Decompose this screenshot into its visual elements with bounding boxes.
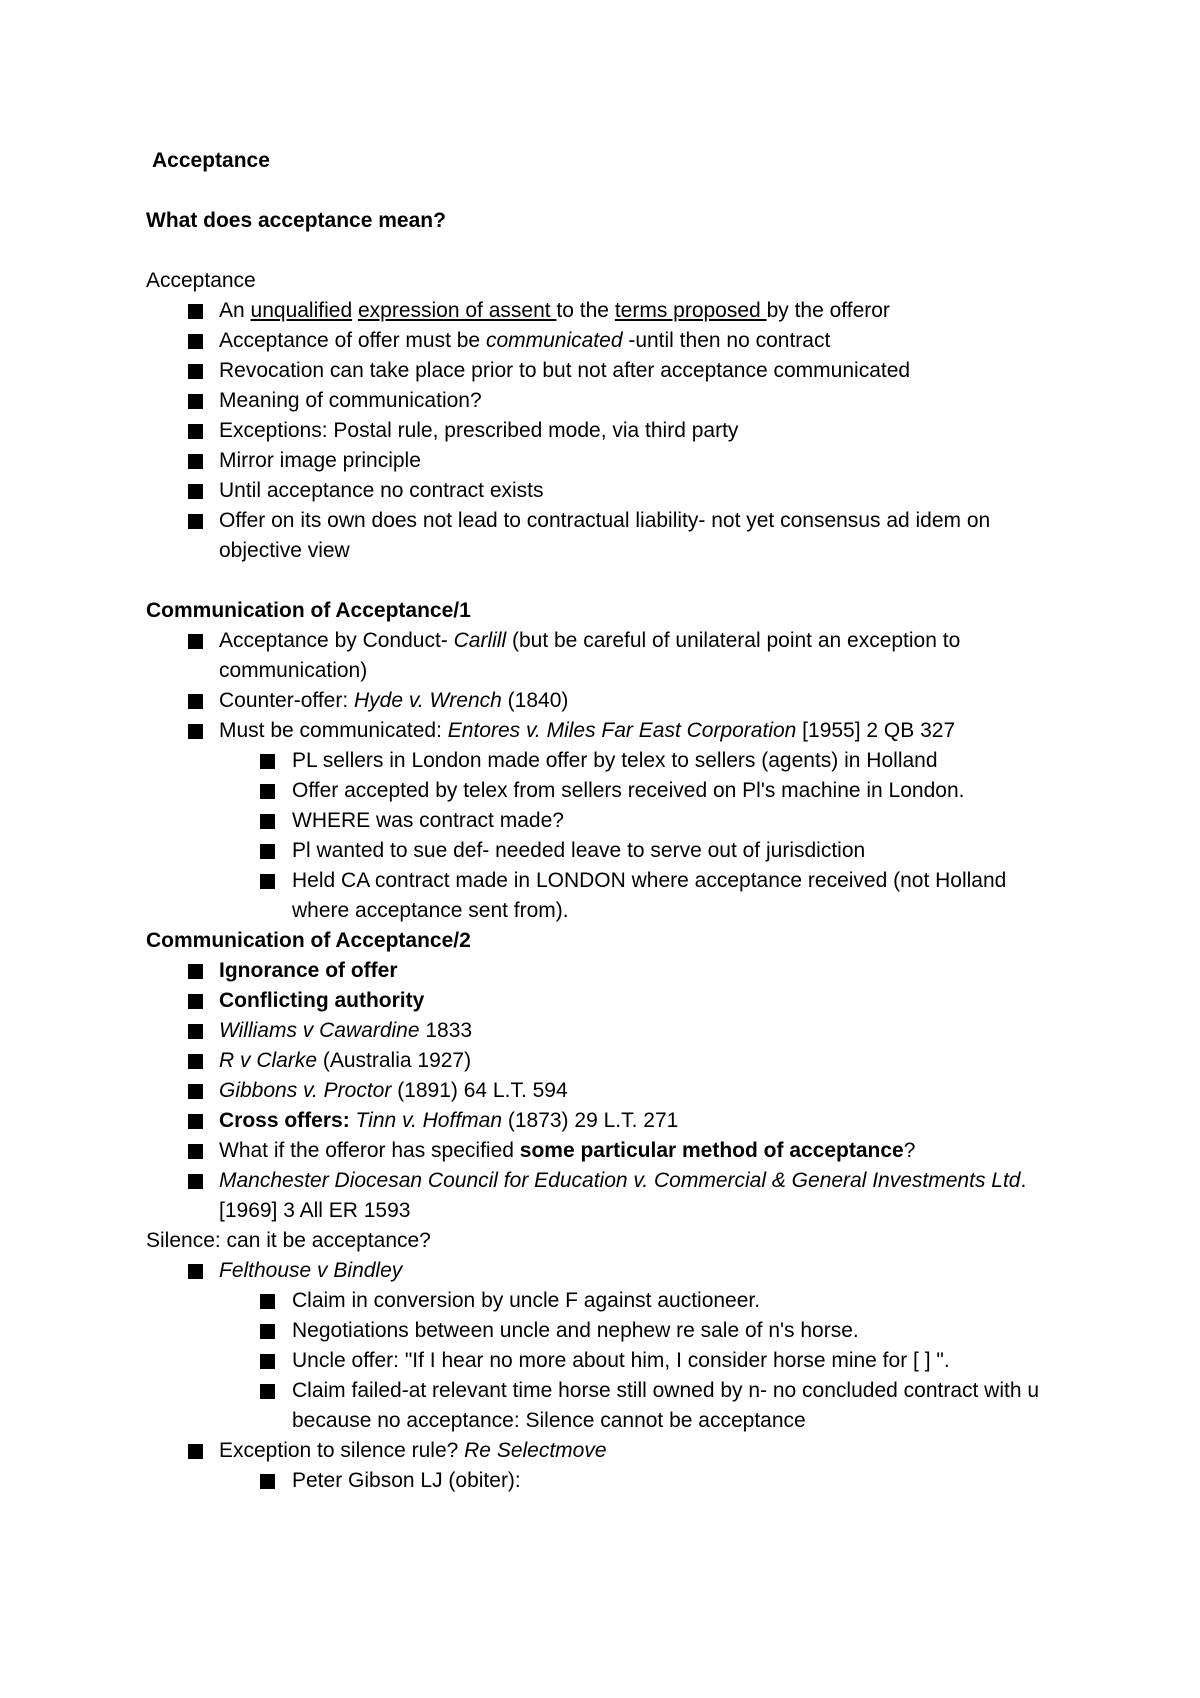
- list-item: Meaning of communication?: [146, 386, 1066, 416]
- sub-list-item: WHERE was contract made?: [146, 806, 1066, 836]
- list-item: Ignorance of offer: [146, 956, 1066, 986]
- list-item: Acceptance of offer must be communicated -until then no contract: [146, 326, 1066, 356]
- sub-list-item: PL sellers in London made offer by telex to sellers (agents) in Holland: [146, 746, 1066, 776]
- list-item: Mirror image principle: [146, 446, 1066, 476]
- communication-2-list: [146, 956, 1066, 1226]
- section-label-acceptance: Acceptance: [146, 269, 256, 292]
- sub-list-item: Peter Gibson LJ (obiter):: [146, 1466, 1066, 1496]
- list-item: Manchester Diocesan Council for Education v. Commercial & General Investments Ltd. [1969] 3 All ER 1593: [146, 1166, 1066, 1226]
- section-heading-communication-2: Communication of Acceptance/2: [146, 929, 471, 952]
- acceptance-list: [146, 296, 1066, 566]
- list-item: Conflicting authority: [146, 986, 1066, 1016]
- page-title: Acceptance: [152, 149, 270, 172]
- list-item: What if the offeror has specified some particular method of acceptance?: [146, 1136, 1066, 1166]
- list-item: Felthouse v Bindley: [146, 1256, 1066, 1286]
- list-item: Until acceptance no contract exists: [146, 476, 1066, 506]
- list-item: Cross offers: Tinn v. Hoffman (1873) 29 L.T. 271: [146, 1106, 1066, 1136]
- list-item: Must be communicated: Entores v. Miles Far East Corporation [1955] 2 QB 327: [146, 716, 1066, 746]
- sub-list-item: Held CA contract made in LONDON where acceptance received (not Holland where acceptance sent from).: [146, 866, 1066, 926]
- list-item: Offer on its own does not lead to contractual liability- not yet consensus ad idem on objective view: [146, 506, 1066, 566]
- list-item: Exception to silence rule? Re Selectmove: [146, 1436, 1066, 1466]
- list-item: Acceptance by Conduct- Carlill (but be careful of unilateral point an exception to communication): [146, 626, 1066, 686]
- sub-list-item: Claim failed-at relevant time horse still owned by n- no concluded contract with u because no acceptance: Silence cannot be acceptance: [146, 1376, 1066, 1436]
- sub-list-item: Uncle offer: "If I hear no more about him, I consider horse mine for [ ] ".: [146, 1346, 1066, 1376]
- list-item: Revocation can take place prior to but not after acceptance communicated: [146, 356, 1066, 386]
- sub-list-item: Negotiations between uncle and nephew re sale of n's horse.: [146, 1316, 1066, 1346]
- section-heading-communication-1: Communication of Acceptance/1: [146, 599, 471, 622]
- list-item: Williams v Cawardine 1833: [146, 1016, 1066, 1046]
- sub-list-item: Offer accepted by telex from sellers received on Pl's machine in London.: [146, 776, 1066, 806]
- list-item: Exceptions: Postal rule, prescribed mode, via third party: [146, 416, 1066, 446]
- list-item: Gibbons v. Proctor (1891) 64 L.T. 594: [146, 1076, 1066, 1106]
- sub-list-item: Claim in conversion by uncle F against auctioneer.: [146, 1286, 1066, 1316]
- document-body: [146, 146, 1066, 1496]
- silence-list: [146, 1256, 1066, 1496]
- communication-1-list: [146, 626, 1066, 926]
- list-item: Counter-offer: Hyde v. Wrench (1840): [146, 686, 1066, 716]
- list-item: R v Clarke (Australia 1927): [146, 1046, 1066, 1076]
- section-label-silence: Silence: can it be acceptance?: [146, 1229, 431, 1252]
- question-heading: What does acceptance mean?: [146, 209, 446, 232]
- list-item: An unqualified expression of assent to the terms proposed by the offeror: [146, 296, 1066, 326]
- sub-list-item: Pl wanted to sue def- needed leave to serve out of jurisdiction: [146, 836, 1066, 866]
